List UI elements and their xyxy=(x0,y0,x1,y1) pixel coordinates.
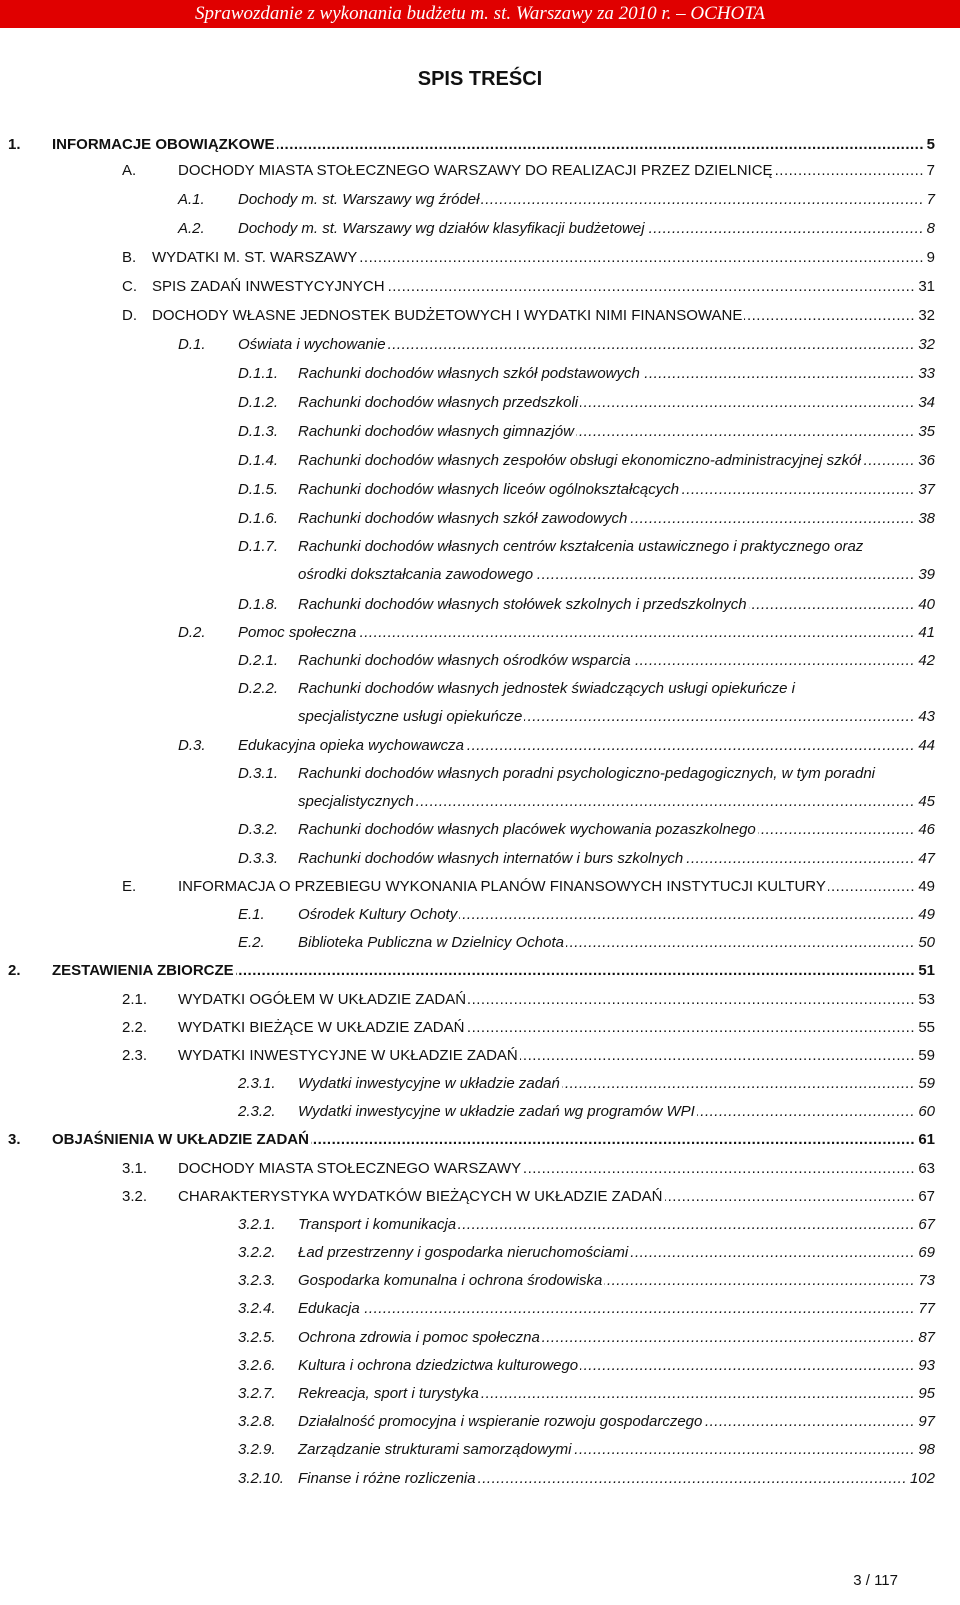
toc-entry-number: A. xyxy=(122,162,137,179)
toc-entry[interactable] xyxy=(8,135,935,154)
toc-leader-dots xyxy=(863,451,915,470)
toc-entry-title: Edukacyjna opieka wychowawcza xyxy=(238,737,464,754)
toc-entry-number: D.2.2. xyxy=(238,680,279,697)
toc-entry[interactable] xyxy=(178,335,935,354)
toc-leader-dots xyxy=(478,1469,907,1488)
toc-leader-dots xyxy=(681,480,915,499)
toc-leader-dots xyxy=(685,849,915,868)
toc-leader-dots xyxy=(481,190,924,209)
toc-entry-number: D.3.3. xyxy=(238,850,279,867)
toc-entry[interactable] xyxy=(122,877,935,896)
toc-leader-dots xyxy=(580,393,915,412)
toc-entry-page: 50 xyxy=(915,933,935,952)
toc-entry-number: 2.3.2. xyxy=(238,1103,276,1120)
toc-entry-page: 87 xyxy=(915,1328,935,1347)
toc-leader-dots xyxy=(520,1046,915,1065)
toc-entry-number: E.2. xyxy=(238,934,265,951)
toc-leader-dots xyxy=(359,248,924,267)
toc-entry-number: 2.3. xyxy=(122,1047,148,1064)
toc-entry-number: 3.2.8. xyxy=(238,1413,276,1430)
toc-entry-number: 3.2.5. xyxy=(238,1329,276,1346)
toc-entry-page: 95 xyxy=(915,1384,935,1403)
toc-entry-page: 38 xyxy=(915,509,935,528)
toc-entry-number: C. xyxy=(122,278,137,295)
toc-entry-page: 37 xyxy=(915,480,935,499)
toc-entry-number: B. xyxy=(122,249,137,266)
toc-entry-title: Rachunki dochodów własnych szkół zawodowych xyxy=(298,510,628,527)
toc-entry-title: Działalność promocyjna i wspieranie rozwoju gospodarczego xyxy=(298,1413,703,1430)
toc-leader-dots xyxy=(573,1440,915,1459)
toc-entry[interactable] xyxy=(122,1018,935,1037)
toc-entry-number: 3.1. xyxy=(122,1160,148,1177)
toc-entry[interactable] xyxy=(8,961,935,980)
toc-entry-number: 3.2.3. xyxy=(238,1272,276,1289)
toc-entry-continuation[interactable] xyxy=(298,792,935,811)
toc-leader-dots xyxy=(775,161,924,180)
toc-entry-page: 9 xyxy=(924,248,935,267)
toc-entry-page: 43 xyxy=(915,707,935,726)
toc-entry-number: A.2. xyxy=(178,220,205,237)
toc-entry-title: Dochody m. st. Warszawy wg źródeł xyxy=(238,191,480,208)
toc-entry-number: 2. xyxy=(8,962,21,979)
toc-entry[interactable] xyxy=(238,1215,935,1234)
toc-entry-title: Rachunki dochodów własnych jednostek świadczących usługi opiekuńcze i xyxy=(298,680,795,697)
toc-entry-number: D. xyxy=(122,307,137,324)
toc-entry-title: Ośrodek Kultury Ochoty xyxy=(298,906,458,923)
toc-entry-number: 2.1. xyxy=(122,991,148,1008)
toc-leader-dots xyxy=(604,1271,915,1290)
toc-entry-title: SPIS ZADAŃ INWESTYCYJNYCH xyxy=(152,278,385,295)
toc-entry[interactable] xyxy=(238,764,935,783)
toc-leader-dots xyxy=(481,1384,915,1403)
toc-entry-page: 63 xyxy=(915,1159,935,1178)
toc-leader-dots xyxy=(758,820,915,839)
toc-entry[interactable] xyxy=(238,509,935,528)
toc-entry-page: 59 xyxy=(915,1046,935,1065)
toc-entry-page: 36 xyxy=(915,451,935,470)
toc-entry[interactable] xyxy=(122,161,935,180)
toc-entry[interactable] xyxy=(178,736,935,755)
toc-entry[interactable] xyxy=(238,422,935,441)
toc-entry-title: WYDATKI M. ST. WARSZAWY xyxy=(152,249,358,266)
toc-entry-continuation[interactable] xyxy=(298,707,935,726)
toc-leader-dots xyxy=(744,306,915,325)
toc-leader-dots xyxy=(387,277,915,296)
toc-entry[interactable] xyxy=(238,595,935,614)
toc-leader-dots xyxy=(542,1328,915,1347)
toc-entry-title: Kultura i ochrona dziedzictwa kulturowego xyxy=(298,1357,579,1374)
toc-entry[interactable] xyxy=(238,393,935,412)
toc-entry-title: Oświata i wychowanie xyxy=(238,336,386,353)
toc-entry-title: Ochrona zdrowia i pomoc społeczna xyxy=(298,1329,540,1346)
toc-entry-title-continued: specjalistyczne usługi opiekuńcze xyxy=(298,708,523,725)
toc-leader-dots xyxy=(311,1130,915,1149)
toc-leader-dots xyxy=(704,1412,915,1431)
toc-entry-title: Edukacja xyxy=(298,1300,360,1317)
toc-entry[interactable] xyxy=(238,1102,935,1121)
toc-entry-page: 73 xyxy=(915,1271,935,1290)
toc-entry-title: Rachunki dochodów własnych placówek wychowania pozaszkolnego xyxy=(298,821,756,838)
toc-entry[interactable] xyxy=(238,1356,935,1375)
toc-leader-dots xyxy=(642,364,915,383)
toc-entry-title: WYDATKI INWESTYCYJNE W UKŁADZIE ZADAŃ xyxy=(178,1047,518,1064)
toc-entry-title: ZESTAWIENIA ZBIORCZE xyxy=(52,962,234,979)
toc-leader-dots xyxy=(524,707,915,726)
toc-entry-title: Rachunki dochodów własnych internatów i burs szkolnych xyxy=(298,850,684,867)
toc-entry-page: 77 xyxy=(915,1299,935,1318)
toc-entry-page: 41 xyxy=(915,623,935,642)
toc-entry-title: DOCHODY WŁASNE JEDNOSTEK BUDŻETOWYCH I WYDATKI NIMI FINANSOWANE xyxy=(152,307,743,324)
toc-leader-dots xyxy=(749,595,915,614)
toc-entry[interactable] xyxy=(238,651,935,670)
toc-entry[interactable] xyxy=(238,820,935,839)
toc-entry[interactable] xyxy=(238,364,935,383)
toc-entry[interactable] xyxy=(122,1187,935,1206)
toc-entry[interactable] xyxy=(238,1384,935,1403)
toc-leader-dots xyxy=(629,509,915,528)
toc-entry[interactable] xyxy=(238,1243,935,1262)
toc-entry-title: Rachunki dochodów własnych ośrodków wsparcia xyxy=(298,652,631,669)
toc-entry-title: Wydatki inwestycyjne w układzie zadań xyxy=(298,1075,560,1092)
toc-entry-number: 3.2.6. xyxy=(238,1357,276,1374)
toc-entry-title: Transport i komunikacja xyxy=(298,1216,457,1233)
toc-entry-page: 61 xyxy=(915,1130,935,1149)
toc-entry[interactable] xyxy=(238,537,935,556)
toc-entry-title: Rachunki dochodów własnych gimnazjów xyxy=(298,423,574,440)
toc-entry-number: D.2. xyxy=(178,624,206,641)
toc-leader-dots xyxy=(466,736,915,755)
toc-leader-dots xyxy=(562,1074,915,1093)
toc-entry-title: Rachunki dochodów własnych szkół podstawowych xyxy=(298,365,640,382)
toc-entry-page: 46 xyxy=(915,820,935,839)
toc-entry-page: 60 xyxy=(915,1102,935,1121)
toc-entry-number: D.2.1. xyxy=(238,652,279,669)
toc-leader-dots xyxy=(647,219,924,238)
toc-entry-title: Rekreacja, sport i turystyka xyxy=(298,1385,479,1402)
toc-entry[interactable] xyxy=(238,905,935,924)
toc-entry-page: 67 xyxy=(915,1187,935,1206)
toc-entry-page: 5 xyxy=(924,135,935,154)
toc-entry[interactable] xyxy=(238,1440,935,1459)
toc-entry-page: 93 xyxy=(915,1356,935,1375)
toc-entry-page: 32 xyxy=(915,335,935,354)
toc-entry[interactable] xyxy=(122,1046,935,1065)
toc-entry-title: DOCHODY MIASTA STOŁECZNEGO WARSZAWY DO REALIZACJI PRZEZ DZIELNICĘ xyxy=(178,162,773,179)
toc-entry-number: D.1.5. xyxy=(238,481,279,498)
toc-entry-page: 51 xyxy=(915,961,935,980)
toc-entry-page: 7 xyxy=(924,161,935,180)
toc-entry-number: D.1.7. xyxy=(238,538,279,555)
toc-entry-title: Dochody m. st. Warszawy wg działów klasyfikacji budżetowej xyxy=(238,220,645,237)
page-indicator: 3 / 117 xyxy=(853,1572,898,1589)
toc-entry-page: 55 xyxy=(915,1018,935,1037)
toc-entry[interactable] xyxy=(178,623,935,642)
toc-entry-title: Rachunki dochodów własnych liceów ogólnokształcących xyxy=(298,481,680,498)
toc-entry[interactable] xyxy=(238,1299,935,1318)
toc-entry-number: A.1. xyxy=(178,191,205,208)
toc-entry-title: Rachunki dochodów własnych centrów kształcenia ustawicznego i praktycznego oraz xyxy=(298,538,864,555)
toc-entry-page: 44 xyxy=(915,736,935,755)
toc-entry-title: Gospodarka komunalna i ochrona środowiska xyxy=(298,1272,603,1289)
toc-entry-page: 7 xyxy=(924,190,935,209)
toc-entry-title: INFORMACJE OBOWIĄZKOWE xyxy=(52,136,275,153)
toc-leader-dots xyxy=(697,1102,915,1121)
toc-entry-page: 33 xyxy=(915,364,935,383)
toc-entry-title: WYDATKI OGÓŁEM W UKŁADZIE ZADAŃ xyxy=(178,991,467,1008)
toc-entry-number: D.3.1. xyxy=(238,765,279,782)
toc-entry[interactable] xyxy=(238,1469,935,1488)
toc-entry-page: 98 xyxy=(915,1440,935,1459)
toc-entry-page: 53 xyxy=(915,990,935,1009)
toc-entry-page: 39 xyxy=(915,565,935,584)
toc-entry[interactable] xyxy=(122,248,935,267)
toc-entry-page: 31 xyxy=(915,277,935,296)
toc-entry-number: 3.2.1. xyxy=(238,1216,276,1233)
toc-entry-page: 102 xyxy=(907,1469,935,1488)
toc-entry-continuation[interactable] xyxy=(298,565,935,584)
toc-entry[interactable] xyxy=(178,219,935,238)
toc-leader-dots xyxy=(459,905,915,924)
toc-entry-title: CHARAKTERYSTYKA WYDATKÓW BIEŻĄCYCH W UKŁADZIE ZADAŃ xyxy=(178,1188,663,1205)
toc-leader-dots xyxy=(535,565,915,584)
toc-entry-title: Rachunki dochodów własnych przedszkoli xyxy=(298,394,579,411)
toc-entry-number: D.1.8. xyxy=(238,596,279,613)
toc-leader-dots xyxy=(362,1299,915,1318)
toc-entry-page: 32 xyxy=(915,306,935,325)
toc-entry[interactable] xyxy=(122,990,935,1009)
toc-entry[interactable] xyxy=(238,451,935,470)
toc-entry-page: 34 xyxy=(915,393,935,412)
toc-entry-number: 1. xyxy=(8,136,21,153)
document-header: Sprawozdanie z wykonania budżetu m. st. Warszawy za 2010 r. – OCHOTA xyxy=(0,0,960,28)
toc-leader-dots xyxy=(416,792,915,811)
toc-entry-title: Rachunki dochodów własnych zespołów obsługi ekonomiczno-administracyjnej szkół xyxy=(298,452,861,469)
toc-entry-title-continued: specjalistycznych xyxy=(298,793,414,810)
toc-leader-dots xyxy=(566,933,915,952)
toc-entry-page: 35 xyxy=(915,422,935,441)
toc-entry-title: OBJAŚNIENIA W UKŁADZIE ZADAŃ xyxy=(52,1131,309,1148)
toc-entry-title-continued: ośrodki dokształcania zawodowego xyxy=(298,566,534,583)
toc-entry-page: 45 xyxy=(915,792,935,811)
toc-entry-page: 97 xyxy=(915,1412,935,1431)
toc-entry[interactable] xyxy=(122,277,935,296)
toc-entry[interactable] xyxy=(178,190,935,209)
toc-entry-title: DOCHODY MIASTA STOŁECZNEGO WARSZAWY xyxy=(178,1160,522,1177)
toc-entry-title: Zarządzanie strukturami samorządowymi xyxy=(298,1441,572,1458)
toc-leader-dots xyxy=(358,623,915,642)
toc-entry[interactable] xyxy=(238,933,935,952)
toc-leader-dots xyxy=(665,1187,915,1206)
toc-entry-page: 42 xyxy=(915,651,935,670)
toc-entry-title: Pomoc społeczna xyxy=(238,624,357,641)
toc-entry-number: 3. xyxy=(8,1131,21,1148)
toc-leader-dots xyxy=(277,135,924,154)
toc-entry-title: WYDATKI BIEŻĄCE W UKŁADZIE ZADAŃ xyxy=(178,1019,465,1036)
toc-entry-number: D.3.2. xyxy=(238,821,279,838)
toc-entry-number: D.1.2. xyxy=(238,394,279,411)
toc-entry-page: 59 xyxy=(915,1074,935,1093)
toc-entry[interactable] xyxy=(238,1271,935,1290)
toc-entry-number: 3.2.2. xyxy=(238,1244,276,1261)
toc-entry-page: 40 xyxy=(915,595,935,614)
toc-leader-dots xyxy=(388,335,915,354)
toc-entry-page: 47 xyxy=(915,849,935,868)
toc-entry[interactable] xyxy=(8,1130,935,1149)
toc-entry-page: 49 xyxy=(915,877,935,896)
toc-entry-number: E.1. xyxy=(238,906,265,923)
toc-entry-title: INFORMACJA O PRZEBIEGU WYKONANIA PLANÓW FINANSOWYCH INSTYTUCJI KULTURY xyxy=(178,878,826,895)
toc-entry-number: 3.2.10. xyxy=(238,1470,284,1487)
toc-entry-number: 2.2. xyxy=(122,1019,148,1036)
toc-entry-page: 69 xyxy=(915,1243,935,1262)
toc-entry[interactable] xyxy=(122,1159,935,1178)
toc-entry[interactable] xyxy=(238,1328,935,1347)
toc-leader-dots xyxy=(523,1159,915,1178)
toc-entry-number: D.1.4. xyxy=(238,452,279,469)
toc-entry[interactable] xyxy=(122,306,935,325)
toc-entry-title: Ład przestrzenny i gospodarka nieruchomościami xyxy=(298,1244,629,1261)
toc-entry-number: 3.2.4. xyxy=(238,1300,276,1317)
toc-leader-dots xyxy=(828,877,915,896)
toc-entry-number: E. xyxy=(122,878,137,895)
toc-entry[interactable] xyxy=(238,679,935,698)
toc-entry[interactable] xyxy=(238,849,935,868)
toc-leader-dots xyxy=(236,961,915,980)
toc-entry-number: D.1.1. xyxy=(238,365,279,382)
toc-entry-title: Rachunki dochodów własnych poradni psychologiczno-pedagogicznych, w tym poradni xyxy=(298,765,875,782)
toc-entry-title: Finanse i różne rozliczenia xyxy=(298,1470,476,1487)
toc-entry-page: 49 xyxy=(915,905,935,924)
toc-leader-dots xyxy=(633,651,915,670)
toc-entry-number: D.1. xyxy=(178,336,206,353)
toc-entry-number: D.3. xyxy=(178,737,206,754)
toc-entry[interactable] xyxy=(238,480,935,499)
toc-title: SPIS TREŚCI xyxy=(417,68,543,90)
toc-entry-number: 3.2.9. xyxy=(238,1441,276,1458)
toc-entry[interactable] xyxy=(238,1074,935,1093)
toc-leader-dots xyxy=(468,990,915,1009)
toc-entry-number: D.1.6. xyxy=(238,510,279,527)
toc-entry-page: 67 xyxy=(915,1215,935,1234)
toc-entry-number: 3.2.7. xyxy=(238,1385,276,1402)
toc-entry[interactable] xyxy=(238,1412,935,1431)
toc-entry-number: 2.3.1. xyxy=(238,1075,276,1092)
toc-entry-number: D.1.3. xyxy=(238,423,279,440)
toc-entry-page: 8 xyxy=(924,219,935,238)
toc-leader-dots xyxy=(466,1018,915,1037)
toc-leader-dots xyxy=(580,1356,915,1375)
toc-entry-number: 3.2. xyxy=(122,1188,148,1205)
toc-entry-title: Biblioteka Publiczna w Dzielnicy Ochota xyxy=(298,934,564,951)
toc-leader-dots xyxy=(576,422,915,441)
toc-leader-dots xyxy=(630,1243,915,1262)
toc-entry-title: Wydatki inwestycyjne w układzie zadań wg programów WPI xyxy=(298,1103,695,1120)
toc-entry-title: Rachunki dochodów własnych stołówek szkolnych i przedszkolnych xyxy=(298,596,747,613)
toc-leader-dots xyxy=(458,1215,915,1234)
